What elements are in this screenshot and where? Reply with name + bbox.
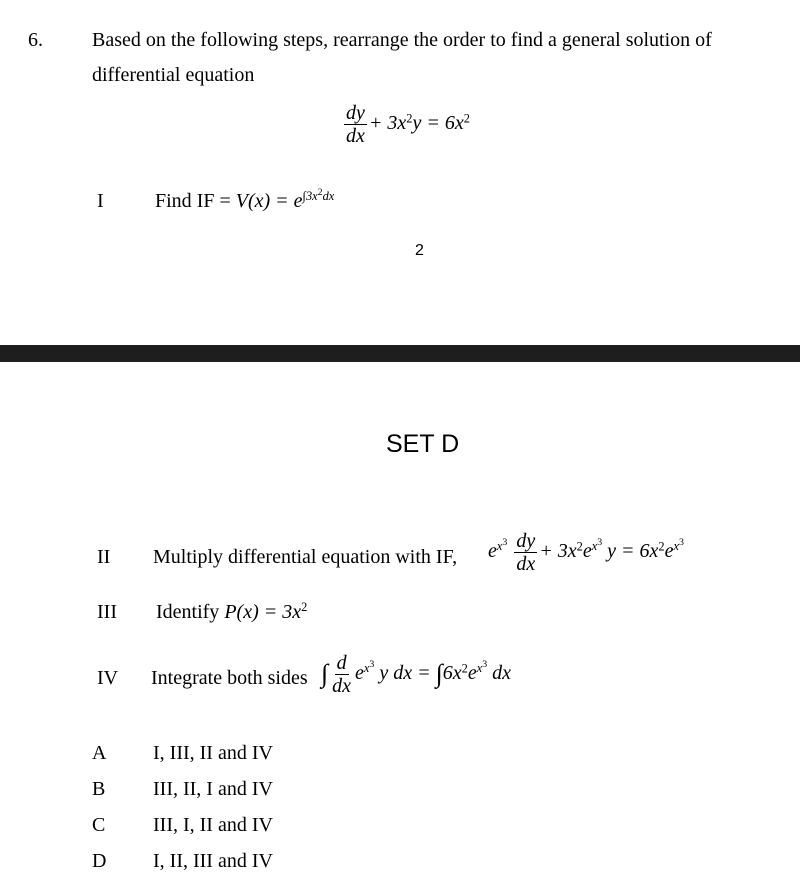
set-title: SET D	[386, 430, 460, 458]
step-iv-term: y dx =	[379, 662, 436, 685]
step-iii-text: Identify	[156, 601, 220, 623]
dy-dx-fraction	[514, 530, 537, 575]
fraction-numerator: dy	[346, 102, 365, 124]
step-ii-exponent: 2	[576, 539, 583, 554]
option-d-text: I, II, III and IV	[153, 850, 273, 872]
step-iii-math: P	[224, 601, 237, 623]
integral-sign: ∫	[435, 659, 443, 689]
step-i-exponent: 2	[317, 187, 323, 199]
step-ii-exponent: x	[496, 539, 503, 554]
step-iv-exponent: x	[476, 661, 483, 676]
fraction-numerator: d	[336, 652, 347, 674]
fraction-numerator: dy	[516, 530, 536, 552]
page-separator	[0, 345, 800, 362]
step-i-math: V	[235, 190, 248, 212]
option-c-text: III, I, II and IV	[153, 814, 273, 836]
step-ii-exponent: 2	[658, 539, 665, 554]
fraction-denominator: dx	[346, 125, 365, 147]
step-iv-label: IV	[97, 667, 119, 689]
d-dx-fraction	[330, 652, 353, 697]
step-iii	[156, 600, 307, 624]
step-iv-exponent: x	[363, 661, 370, 676]
option-d-letter: D	[92, 850, 107, 872]
step-ii-term: y = 6x	[607, 540, 659, 563]
step-iv-term: e	[355, 662, 364, 685]
step-iii-exponent: 2	[301, 600, 308, 615]
step-iv-term: dx	[492, 662, 512, 685]
option-b-letter: B	[92, 778, 106, 800]
step-ii-exponent: 3	[597, 537, 603, 549]
step-ii-text: Multiply differential equation with IF,	[153, 546, 458, 568]
step-iii-label: III	[97, 601, 117, 623]
step-iv-term: e	[467, 662, 477, 685]
step-ii-exponent: x	[591, 539, 598, 554]
step-ii-label: II	[97, 546, 111, 568]
step-ii-exponent: x	[673, 539, 679, 554]
option-b-text: III, II, I and IV	[153, 778, 273, 800]
step-iv-term: 6x	[442, 662, 462, 685]
step-ii-exponent: 3	[502, 537, 508, 549]
integral-sign: ∫	[321, 659, 329, 689]
step-iv-text: Integrate both sides	[151, 667, 308, 689]
step-iii-math: (x) = 3x	[236, 601, 302, 623]
step-i-exponent: ∫3x	[302, 189, 318, 204]
step-iv-exponent: 3	[482, 659, 488, 671]
exponent: 2	[406, 111, 413, 126]
question-number: 6.	[28, 29, 43, 51]
question-text-line2: differential equation	[92, 64, 255, 86]
step-iv-exponent: 2	[461, 661, 468, 676]
main-equation	[342, 102, 470, 147]
step-i-exponent: dx	[322, 189, 335, 204]
step-iv-exponent: 3	[369, 659, 375, 671]
fraction-denominator: dx	[332, 675, 352, 697]
step-i-text: Find	[155, 190, 192, 212]
fraction-denominator: dx	[516, 553, 536, 575]
exponent: 2	[463, 111, 470, 126]
step-iv-equation	[321, 652, 511, 697]
step-i-math: (x) = e	[247, 190, 303, 212]
step-ii-term: e	[582, 540, 592, 563]
step-ii-term: e	[488, 540, 497, 563]
page-number: 2	[415, 242, 424, 259]
step-i-math: IF =	[196, 190, 236, 212]
option-c-letter: C	[92, 814, 106, 836]
step-ii-term: + 3x	[539, 540, 577, 563]
step-ii-term: e	[664, 540, 674, 563]
option-a-letter: A	[92, 742, 107, 764]
equation-term: y = 6x	[412, 112, 464, 135]
equation-term: + 3x	[368, 112, 407, 135]
step-ii-equation	[488, 530, 684, 575]
dy-dx-fraction	[344, 102, 367, 147]
option-a-text: I, III, II and IV	[153, 742, 273, 764]
step-i-label: I	[97, 190, 104, 212]
question-text-line1: Based on the following steps, rearrange the order to find a general solution of	[92, 29, 712, 51]
step-i	[155, 189, 334, 213]
step-ii-exponent: 3	[679, 537, 684, 549]
